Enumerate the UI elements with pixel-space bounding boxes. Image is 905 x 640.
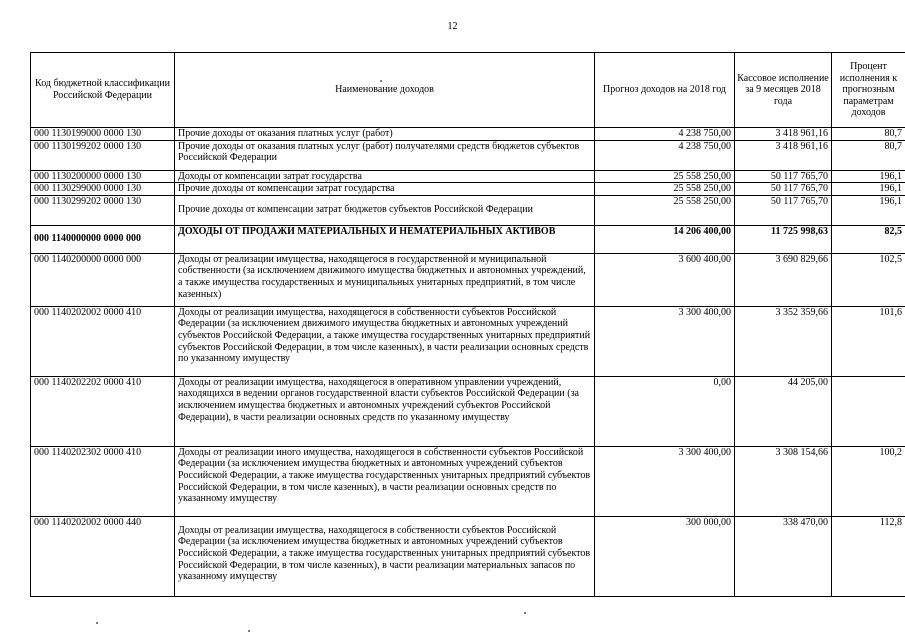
- forecast-value: 0,00: [595, 376, 735, 446]
- percent-value: 196,1: [832, 183, 905, 196]
- revenue-name: Прочие доходы от компенсации затрат государства: [175, 183, 595, 196]
- percent-value: 102,5: [832, 253, 905, 306]
- page-number: 12: [447, 21, 458, 32]
- revenue-name: Прочие доходы от оказания платных услуг (работ): [175, 128, 595, 141]
- header-forecast: Прогноз доходов на 2018 год: [595, 53, 735, 128]
- revenue-name: ДОХОДЫ ОТ ПРОДАЖИ МАТЕРИАЛЬНЫХ И НЕМАТЕРИАЛЬНЫХ АКТИВОВ: [175, 225, 595, 253]
- actual-value: 44 205,00: [735, 376, 832, 446]
- revenue-name: Прочие доходы от оказания платных услуг (работ) получателями средств бюджетов субъектов Российской Федерации: [175, 140, 595, 170]
- table-row: [31, 376, 905, 446]
- budget-code: 000 1130299202 0000 130: [31, 195, 175, 225]
- revenue-name: Доходы от компенсации затрат государства: [175, 170, 595, 183]
- forecast-value: 25 558 250,00: [595, 170, 735, 183]
- percent-value: [832, 376, 905, 446]
- actual-value: 50 117 765,70: [735, 183, 832, 196]
- revenue-name: Доходы от реализации имущества, находящегося в собственности субъектов Российской Федерации (за исключением движимого имущества бюджетных и автономных учреждений субъектов Российской Федерации, а также имущества государственных унитарных предприятий субъектов Российской Федерации, в том числе казенных), в части реализации основных средств по указанному имуществу: [175, 306, 595, 376]
- percent-value: 196,1: [832, 170, 905, 183]
- actual-value: 3 418 961,16: [735, 140, 832, 170]
- actual-value: 50 117 765,70: [735, 170, 832, 183]
- forecast-value: 3 300 400,00: [595, 446, 735, 516]
- forecast-value: 25 558 250,00: [595, 183, 735, 196]
- budget-code: 000 1140202202 0000 410: [31, 376, 175, 446]
- budget-code: 000 1140200000 0000 000: [31, 253, 175, 306]
- revenue-name: Прочие доходы от компенсации затрат бюджетов субъектов Российской Федерации: [175, 195, 595, 225]
- forecast-value: 3 300 400,00: [595, 306, 735, 376]
- percent-value: 100,2: [832, 446, 905, 516]
- actual-value: 50 117 765,70: [735, 195, 832, 225]
- table-row: [31, 446, 905, 516]
- table-row: [31, 170, 905, 183]
- table-row: [31, 253, 905, 306]
- actual-value: 3 308 154,66: [735, 446, 832, 516]
- forecast-value: 3 600 400,00: [595, 253, 735, 306]
- actual-value: 11 725 998,63: [735, 225, 832, 253]
- budget-code: 000 1130200000 0000 130: [31, 170, 175, 183]
- actual-value: 3 418 961,16: [735, 128, 832, 141]
- table-row: [31, 140, 905, 170]
- scan-speck: [248, 630, 250, 632]
- budget-code: 000 1140202002 0000 410: [31, 306, 175, 376]
- scan-speck: [96, 622, 98, 624]
- revenue-name: Доходы от реализации имущества, находящегося в государственной и муниципальной собственности (за исключением движимого имущества бюджетных и автономных учреждений, а также имущества государственных и муниципальных унитарных предприятий, в том числе казенных): [175, 253, 595, 306]
- revenue-table: [30, 52, 905, 597]
- percent-value: 80,7: [832, 128, 905, 141]
- revenue-name: Доходы от реализации имущества, находящегося в собственности субъектов Российской Федерации (за исключением имущества бюджетных и автономных учреждений субъектов Российской Федерации, а также имущества государственных унитарных предприятий субъектов Российской Федерации, в том числе казенных), в части реализации материальных запасов по указанному имуществу: [175, 516, 595, 596]
- budget-code: 000 1140202302 0000 410: [31, 446, 175, 516]
- actual-value: 3 352 359,66: [735, 306, 832, 376]
- budget-code: 000 1140202002 0000 440: [31, 516, 175, 596]
- budget-code: 000 1130199202 0000 130: [31, 140, 175, 170]
- table-row-section: [31, 225, 905, 253]
- header-code: Код бюджетной классификации Российской Федерации: [31, 53, 175, 128]
- budget-code: 000 1130199000 0000 130: [31, 128, 175, 141]
- percent-value: 80,7: [832, 140, 905, 170]
- scan-speck: [380, 80, 382, 82]
- percent-value: 82,5: [832, 225, 905, 253]
- actual-value: 3 690 829,66: [735, 253, 832, 306]
- percent-value: 101,6: [832, 306, 905, 376]
- table-header-row: [31, 53, 905, 128]
- percent-value: 196,1: [832, 195, 905, 225]
- forecast-value: 25 558 250,00: [595, 195, 735, 225]
- header-percent: Процент исполнения к прогнозным параметрам доходов: [832, 53, 905, 128]
- forecast-value: 4 238 750,00: [595, 140, 735, 170]
- scan-speck: [524, 612, 526, 614]
- revenue-name: Доходы от реализации имущества, находящегося в оперативном управлении учреждений, находящихся в ведении органов государственной власти субъектов Российской Федерации (за исключением имущества бюджетных и автономных учреждений субъектов Российской Федерации), в части реализации основных средств по указанному имуществу: [175, 376, 595, 446]
- forecast-value: 14 206 400,00: [595, 225, 735, 253]
- revenue-name: Доходы от реализации иного имущества, находящегося в собственности субъектов Российской Федерации (за исключением имущества бюджетных и автономных учреждений субъектов Российской Федерации, а также имущества государственных унитарных предприятий субъектов Российской Федерации, в том числе казенных), в части реализации основных средств по указанному имуществу: [175, 446, 595, 516]
- forecast-value: 300 000,00: [595, 516, 735, 596]
- table-row: [31, 195, 905, 225]
- header-actual: Кассовое исполнение за 9 месяцев 2018 года: [735, 53, 832, 128]
- percent-value: 112,8: [832, 516, 905, 596]
- table-row: [31, 516, 905, 596]
- table-row: [31, 128, 905, 141]
- forecast-value: 4 238 750,00: [595, 128, 735, 141]
- table-row: [31, 306, 905, 376]
- header-name: Наименование доходов: [175, 53, 595, 128]
- budget-code: 000 1130299000 0000 130: [31, 183, 175, 196]
- budget-code: 000 1140000000 0000 000: [31, 225, 175, 253]
- table-row: [31, 183, 905, 196]
- actual-value: 338 470,00: [735, 516, 832, 596]
